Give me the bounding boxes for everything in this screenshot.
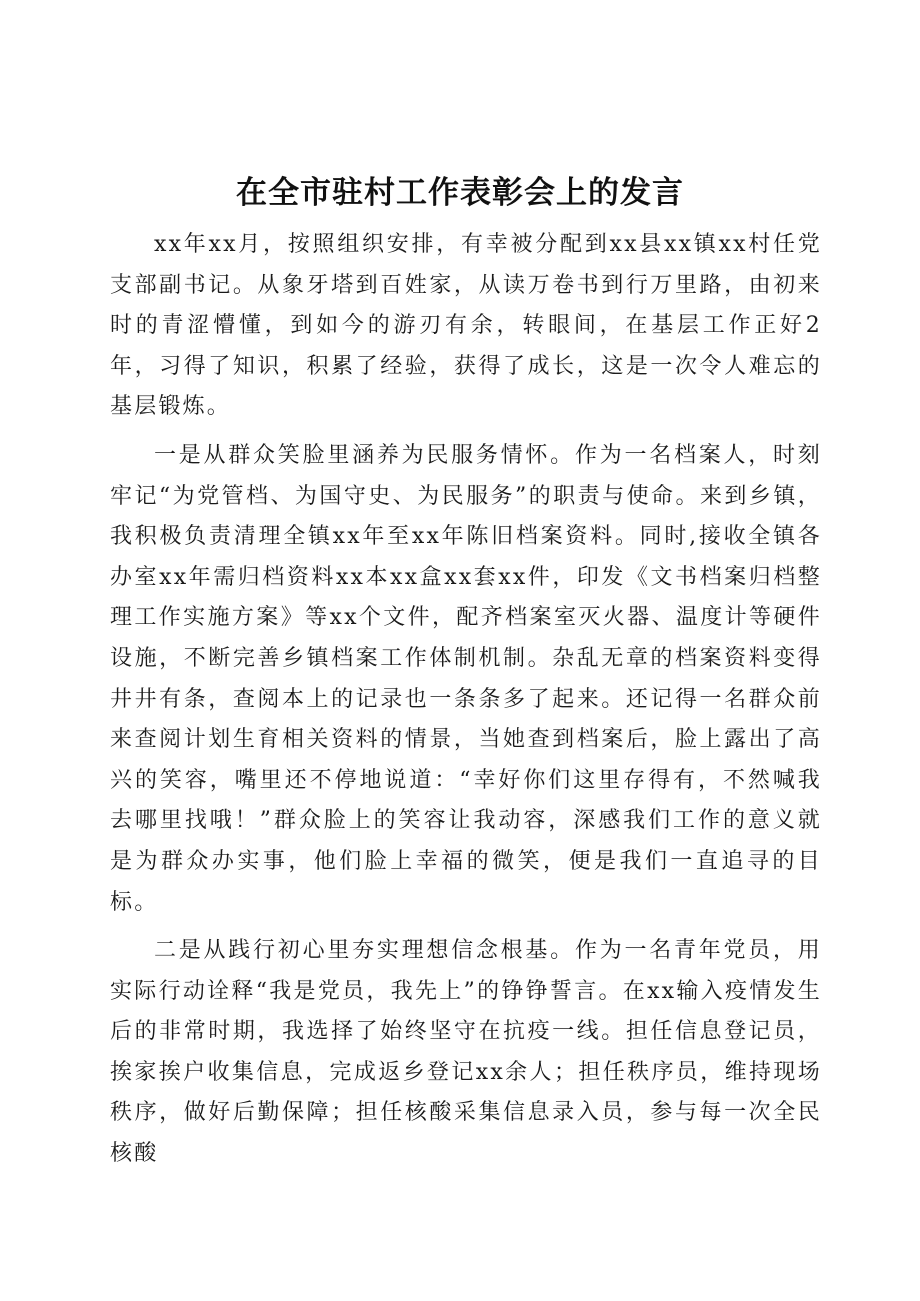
- paragraph-point-one: 一是从群众笑脸里涵养为民服务情怀。作为一名档案人，时刻牢记“为党管档、为国守史、为民服务”的职责与使命。来到乡镇，我积极负责清理全镇xx年至xx年陈旧档案资料。同时,接收全镇各办室xx年需归档资料xx本xx盒xx套xx件，印发《文书档案归档整理工作实施方案》等xx个文件，配齐档案室灭火器、温度计等硬件设施，不断完善乡镇档案工作体制机制。杂乱无章的档案资料变得井井有条，查阅本上的记录也一条条多了起来。还记得一名群众前来查阅计划生育相关资料的情景，当她查到档案后，脸上露出了高兴的笑容，嘴里还不停地说道：“幸好你们这里存得有，不然喊我去哪里找哦！”群众脸上的笑容让我动容，深感我们工作的意义就是为群众办实事，他们脸上幸福的微笑，便是我们一直追寻的目标。: [110, 442, 822, 915]
- paragraph-point-two: 二是从践行初心里夯实理想信念根基。作为一名青年党员，用实际行动诠释“我是党员，我先上”的铮铮誓言。在xx输入疫情发生后的非常时期，我选择了始终坚守在抗疫一线。担任信息登记员，挨家挨户收集信息，完成返乡登记xx余人；担任秩序员，维持现场秩序，做好后勤保障；担任核酸采集信息录入员，参与每一次全民核酸: [110, 938, 822, 1167]
- paragraph-intro: xx年xx月，按照组织安排，有幸被分配到xx县xx镇xx村任党支部副书记。从象牙塔到百姓家，从读万卷书到行万里路，由初来时的青涩懵懂，到如今的游刃有余，转眼间，在基层工作正好2年，习得了知识，积累了经验，获得了成长，这是一次令人难忘的基层锻炼。: [110, 232, 822, 420]
- document-body: [110, 225, 822, 1183]
- document-title: 在全市驻村工作表彰会上的发言: [236, 175, 684, 211]
